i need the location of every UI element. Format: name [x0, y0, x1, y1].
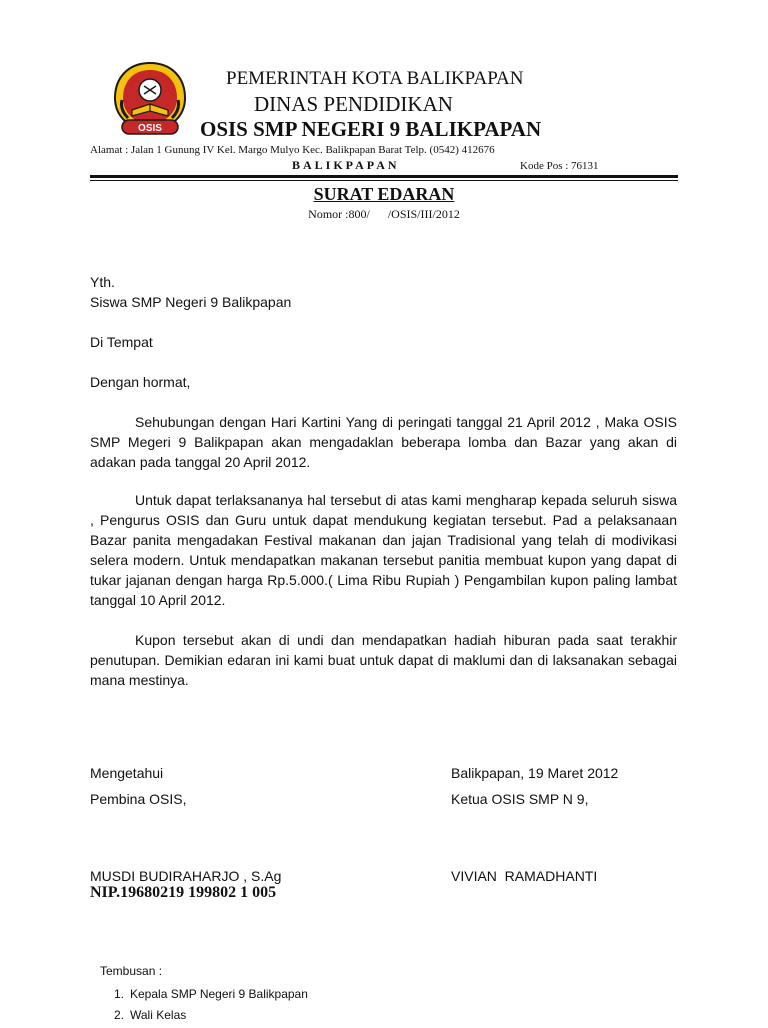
- cc-title: Tembusan :: [100, 964, 163, 978]
- cc-item-number: 2.: [113, 1008, 124, 1022]
- letterhead-government: PEMERINTAH KOTA BALIKPAPAN: [226, 68, 524, 89]
- cc-item-label: Wali Kelas: [130, 1008, 187, 1022]
- signature-right-name: VIVIAN RAMADHANTI: [451, 868, 598, 884]
- letterhead-postal-code: Kode Pos : 76131: [520, 160, 599, 172]
- cc-item-number: 1.: [113, 987, 124, 1001]
- signature-right-role: Ketua OSIS SMP N 9,: [451, 791, 589, 807]
- letterhead-city: BALIKPAPAN: [292, 158, 400, 172]
- document-number: Nomor :800/ /OSIS/III/2012: [308, 207, 460, 221]
- cc-list: [100, 986, 308, 1028]
- greeting: Dengan hormat,: [90, 374, 191, 390]
- signature-left-nip: NIP.19680219 199802 1 005: [90, 884, 277, 901]
- signature-left-role: Pembina OSIS,: [90, 791, 187, 807]
- cc-item: [100, 986, 308, 1007]
- cc-item: [100, 1007, 308, 1028]
- body-paragraph: Kupon tersebut akan di undi dan mendapatkan hadiah hiburan pada saat terakhir penutupan. Demikian edaran ini kami buat untuk dapat di maklumi dan di laksanakan sebagai mana mestinya.: [90, 632, 677, 688]
- body-paragraph: Sehubungan dengan Hari Kartini Yang di peringati tanggal 21 April 2012 , Maka OSIS SMP Megeri 9 Balikpapan akan mengadaklan beberapa lomba dan Bazar yang akan di adakan pada tanggal 20 April 2012.: [90, 414, 677, 470]
- letterhead-organization: OSIS SMP NEGERI 9 BALIKPAPAN: [200, 117, 542, 141]
- recipient-place: Di Tempat: [90, 334, 153, 350]
- document-title: SURAT EDARAN: [313, 184, 455, 204]
- letterhead-rule-thick: [90, 175, 678, 178]
- letterhead-address: Alamat : Jalan 1 Gunung IV Kel. Margo Mulyo Kec. Balikpapan Barat Telp. (0542) 412676: [90, 144, 495, 156]
- recipient-salutation: Yth.: [90, 274, 115, 290]
- letterhead-department: DINAS PENDIDIKAN: [254, 92, 453, 116]
- recipient-name: Siswa SMP Negeri 9 Balikpapan: [90, 294, 292, 310]
- body-paragraph: Untuk dapat terlaksananya hal tersebut di atas kami mengharap kepada seluruh siswa , Pengurus OSIS dan Guru untuk dapat mendukung kegiatan tersebut. Pad a pelaksanaan Bazar panita mengadakan Festival makanan dan jajan Tradisional yang telah di modivikasi selera modern. Untuk mendapatkan makanan tersebut panitia membuat kupon yang dapat di tukar jajanan dengan harga Rp.5.000.( Lima Ribu Rupiah ) Pengambilan kupon paling lambat tanggal 10 April 2012.: [90, 492, 677, 608]
- osis-logo: [108, 60, 192, 142]
- signature-left-name: MUSDI BUDIRAHARJO , S.Ag: [90, 868, 282, 884]
- signature-right-date: Balikpapan, 19 Maret 2012: [451, 765, 619, 781]
- letterhead-rule-thin: [90, 180, 678, 181]
- cc-item-label: Kepala SMP Negeri 9 Balikpapan: [130, 987, 308, 1001]
- logo-text: OSIS: [138, 123, 162, 134]
- signature-left-label: Mengetahui: [90, 765, 164, 781]
